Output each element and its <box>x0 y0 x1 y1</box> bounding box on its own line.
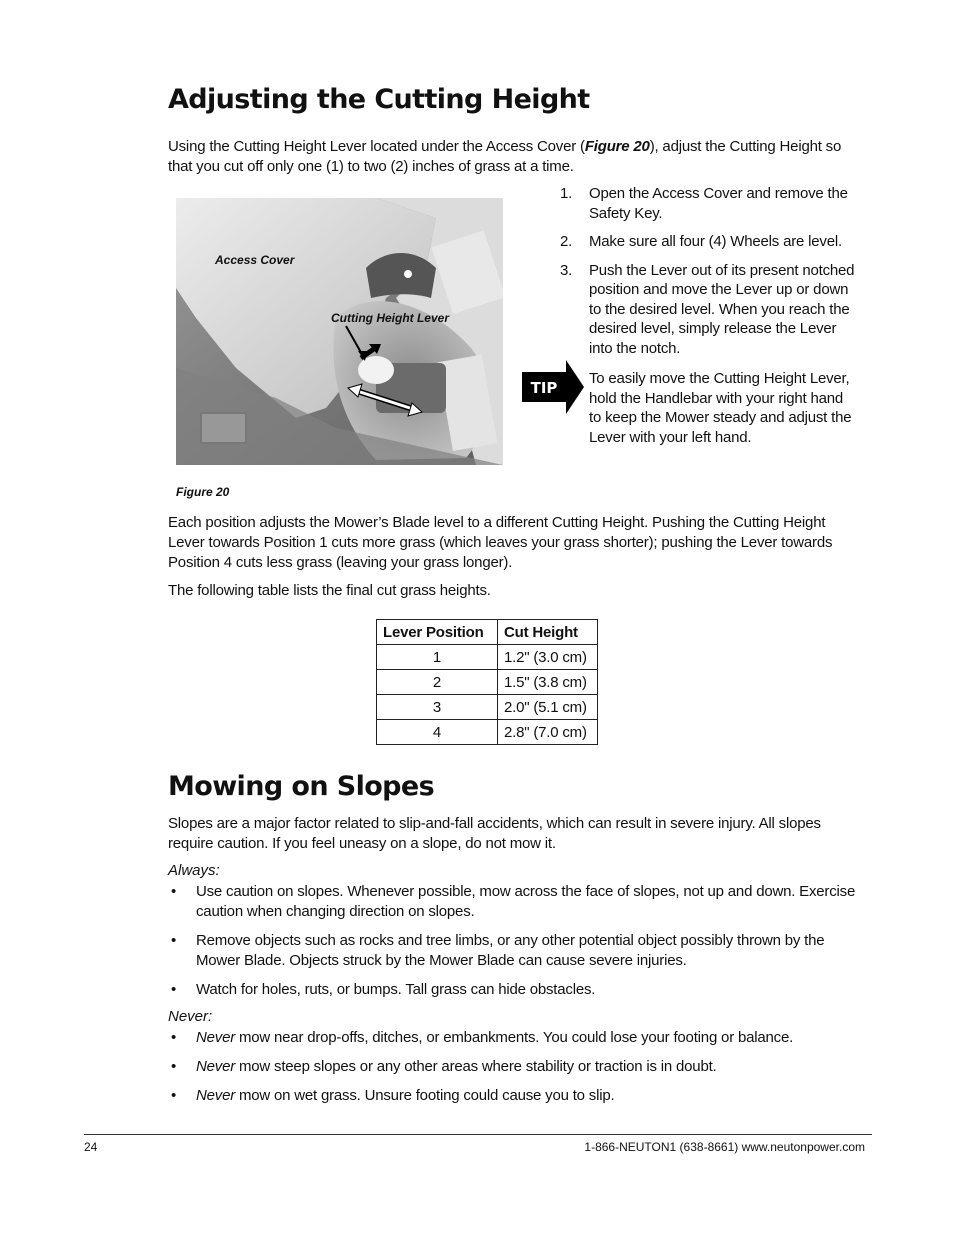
always-label: Always: <box>168 862 220 879</box>
table-row <box>377 670 598 695</box>
list-item: • Remove objects such as rocks and tree limbs, or any other potential object possibly thrown by the Mower Blade. Objects struck by the Mower Blade can cause severe injuries. <box>168 931 860 971</box>
step-text: Make sure all four (4) Wheels are level. <box>589 233 842 250</box>
figure-20-photo <box>176 198 503 465</box>
table-header-row <box>377 620 598 645</box>
page-number: 24 <box>84 1140 98 1154</box>
footer-divider <box>84 1134 872 1135</box>
step-number: 1. <box>560 185 573 202</box>
tip-text: To easily move the Cutting Height Lever, hold the Handlebar with your right hand to keep the Mower steady and adjust the Lever with your left hand. <box>589 370 852 446</box>
list-item: • Watch for holes, ruts, or bumps. Tall grass can hide obstacles. <box>168 980 860 1000</box>
table-cell-position: 2 <box>377 670 498 695</box>
table-row <box>377 695 598 720</box>
table-header-cut-height: Cut Height <box>498 620 598 645</box>
list-item <box>168 1057 860 1077</box>
never-label: Never: <box>168 1008 213 1025</box>
position-paragraph: Each position adjusts the Mower’s Blade level to a different Cutting Height. Pushing the Cutting Height Lever towards Position 1 cuts more grass (which leaves your grass shorter); pushing the Lever towards Position 4 cuts less grass (leaving your grass longer). <box>168 514 833 571</box>
step-text: Open the Access Cover and remove the Safety Key. <box>589 185 848 222</box>
cutting-height-lever-label: Cutting Height Lever <box>331 311 450 325</box>
never-word: Never <box>196 1058 236 1075</box>
step-number: 3. <box>560 261 573 279</box>
intro-text-pre: Using the Cutting Height Lever located under the Access Cover ( <box>168 138 585 155</box>
access-cover-label: Access Cover <box>215 253 295 267</box>
step-item <box>560 184 860 223</box>
never-word: Never <box>196 1029 236 1046</box>
table-row <box>377 645 598 670</box>
slopes-intro-paragraph: Slopes are a major factor related to slip-and-fall accidents, which can result in severe injury. All slopes require caution. If you feel uneasy on a slope, do not mow it. <box>168 815 821 852</box>
step-number: 2. <box>560 233 573 250</box>
list-item <box>168 1086 860 1106</box>
section-heading-mowing-slopes: Mowing on Slopes <box>168 771 435 802</box>
table-intro-paragraph: The following table lists the final cut grass heights. <box>168 582 491 599</box>
never-list <box>168 1028 860 1115</box>
cut-height-table <box>376 619 598 745</box>
always-list <box>168 882 860 1009</box>
list-item <box>168 1028 860 1048</box>
table-cell-height: 2.0" (5.1 cm) <box>498 695 598 720</box>
never-text: mow on wet grass. Unsure footing could cause you to slip. <box>235 1087 615 1104</box>
table-cell-position: 1 <box>377 645 498 670</box>
figure-caption: Figure 20 <box>176 485 230 499</box>
tip-arrow-icon <box>522 360 584 414</box>
never-word: Never <box>196 1087 236 1104</box>
intro-text-post: ), adjust the Cutting Height so that you cut off only one (1) to two (2) inches of grass at a time. <box>168 138 842 175</box>
intro-paragraph <box>168 137 860 177</box>
figure-reference: Figure 20 <box>584 138 650 155</box>
table-cell-position: 4 <box>377 720 498 745</box>
table-row <box>377 720 598 745</box>
table-cell-height: 2.8" (7.0 cm) <box>498 720 598 745</box>
mower-photo-illustration <box>176 198 503 465</box>
steps-list <box>560 184 860 367</box>
section-heading-cutting-height: Adjusting the Cutting Height <box>168 84 590 115</box>
footer-contact: 1-866-NEUTON1 (638-8661) www.neutonpower.com <box>584 1140 865 1154</box>
never-text: mow near drop-offs, ditches, or embankments. You could lose your footing or balance. <box>235 1029 794 1046</box>
tip-label: TIP <box>530 379 558 397</box>
step-item <box>560 232 860 252</box>
table-cell-position: 3 <box>377 695 498 720</box>
step-item <box>560 261 860 359</box>
never-text: mow steep slopes or any other areas where stability or traction is in doubt. <box>235 1058 717 1075</box>
table-cell-height: 1.2" (3.0 cm) <box>498 645 598 670</box>
step-text: Push the Lever out of its present notched position and move the Lever up or down to the desired level. When you reach the desired level, simply release the Lever into the notch. <box>589 261 855 357</box>
table-cell-height: 1.5" (3.8 cm) <box>498 670 598 695</box>
table-header-lever-position: Lever Position <box>377 620 498 645</box>
list-item: • Use caution on slopes. Whenever possible, mow across the face of slopes, not up and down. Exercise caution when changing direction on slopes. <box>168 882 860 922</box>
